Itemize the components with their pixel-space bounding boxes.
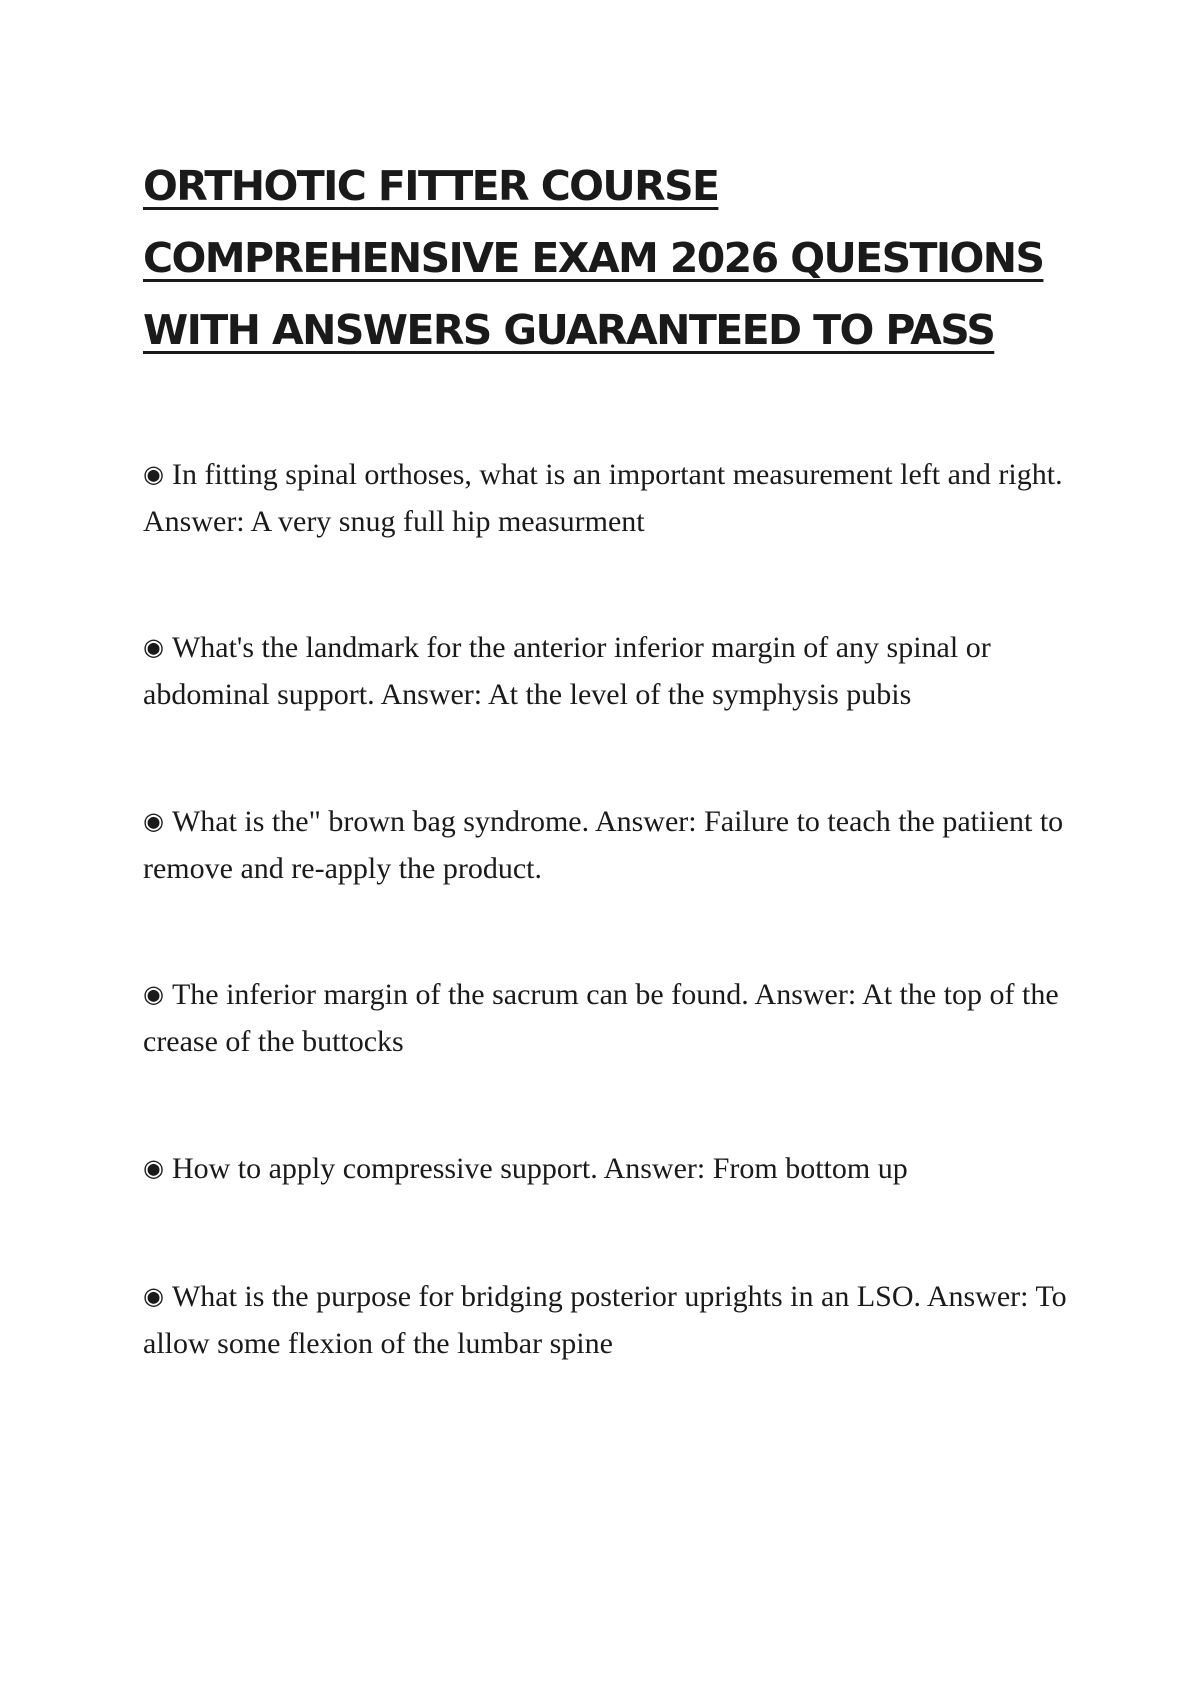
qa-text: What is the purpose for bridging posterior uprights in an LSO. Answer: To allow some flexion of the lumbar spine [143,1280,1067,1360]
qa-text: The inferior margin of the sacrum can be found. Answer: At the top of the crease of the buttocks [143,978,1059,1058]
bullet-icon: ◉ [143,1282,164,1310]
qa-text: What is the" brown bag syndrome. Answer: Failure to teach the patiient to remove and re-apply the product. [143,805,1064,885]
qa-text: In fitting spinal orthoses, what is an important measurement left and right. Answer: A very snug full hip measurment [143,458,1063,538]
qa-text: How to apply compressive support. Answer: From bottom up [171,1152,908,1185]
qa-item [143,799,1083,892]
bullet-icon: ◉ [143,633,164,661]
qa-item [143,972,1083,1065]
qa-text: What's the landmark for the anterior inferior margin of any spinal or abdominal support. Answer: At the level of the symphysis pubis [143,631,991,711]
qa-item [143,452,1083,545]
qa-item [143,625,1083,718]
qa-item [143,1274,1083,1367]
bullet-icon: ◉ [143,807,164,835]
bullet-icon: ◉ [143,460,164,488]
qa-item [143,1146,1083,1193]
bullet-icon: ◉ [143,1154,164,1182]
bullet-icon: ◉ [143,980,164,1008]
document-title [143,150,1063,366]
document-title-text: ORTHOTIC FITTER COURSE COMPREHENSIVE EXAM 2026 QUESTIONS WITH ANSWERS GUARANTEED TO PASS [143,162,1044,354]
